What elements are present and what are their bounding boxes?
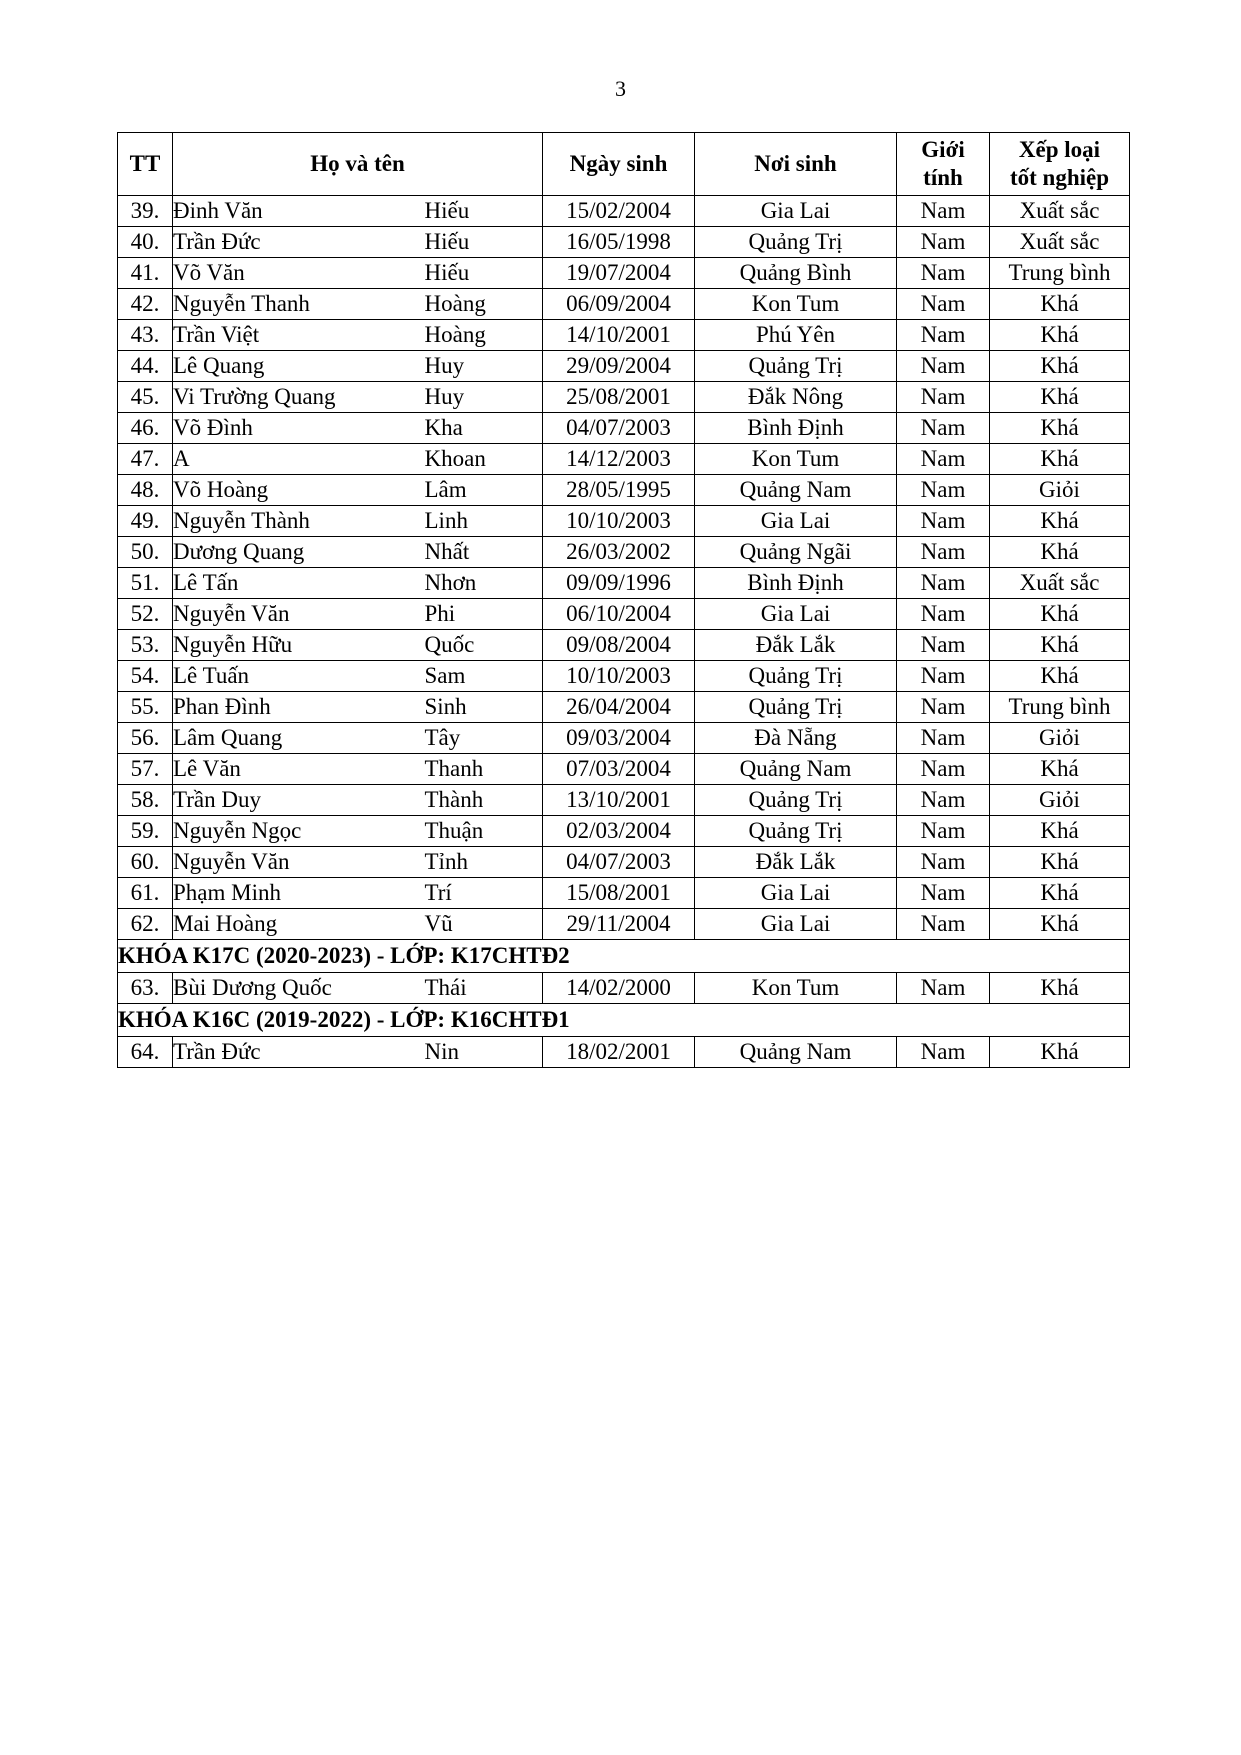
cell-grade: Khá [990, 351, 1130, 382]
cell-gender: Nam [897, 630, 990, 661]
cell-family-name: Dương Quang [173, 537, 425, 568]
table-row [118, 847, 1130, 878]
cell-birthplace: Quảng Nam [695, 754, 897, 785]
cell-dob: 09/08/2004 [543, 630, 695, 661]
cell-family-name: Phạm Minh [173, 878, 425, 909]
cell-grade: Giỏi [990, 785, 1130, 816]
cell-family-name: Nguyễn Ngọc [173, 816, 425, 847]
section-label: KHÓA K16C (2019-2022) - LỚP: K16CHTĐ1 [118, 1004, 1130, 1037]
cell-grade: Trung bình [990, 258, 1130, 289]
cell-gender: Nam [897, 1037, 990, 1068]
cell-birthplace: Kon Tum [695, 444, 897, 475]
table-row [118, 599, 1130, 630]
cell-dob: 26/04/2004 [543, 692, 695, 723]
cell-dob: 18/02/2001 [543, 1037, 695, 1068]
cell-tt: 60. [118, 847, 173, 878]
cell-given-name: Nin [425, 1037, 543, 1068]
cell-dob: 15/02/2004 [543, 196, 695, 227]
cell-grade: Giỏi [990, 723, 1130, 754]
cell-grade: Khá [990, 537, 1130, 568]
cell-dob: 16/05/1998 [543, 227, 695, 258]
cell-given-name: Vũ [425, 909, 543, 940]
cell-given-name: Thái [425, 973, 543, 1004]
table-row [118, 196, 1130, 227]
cell-birthplace: Quảng Trị [695, 692, 897, 723]
cell-tt: 64. [118, 1037, 173, 1068]
cell-birthplace: Kon Tum [695, 289, 897, 320]
cell-gender: Nam [897, 909, 990, 940]
cell-given-name: Hoàng [425, 289, 543, 320]
cell-gender: Nam [897, 382, 990, 413]
cell-dob: 14/12/2003 [543, 444, 695, 475]
cell-dob: 15/08/2001 [543, 878, 695, 909]
cell-grade: Khá [990, 661, 1130, 692]
cell-gender: Nam [897, 723, 990, 754]
cell-grade: Trung bình [990, 692, 1130, 723]
cell-grade: Khá [990, 878, 1130, 909]
cell-dob: 07/03/2004 [543, 754, 695, 785]
table-row [118, 444, 1130, 475]
table-row [118, 351, 1130, 382]
cell-grade: Khá [990, 630, 1130, 661]
cell-tt: 49. [118, 506, 173, 537]
cell-given-name: Thành [425, 785, 543, 816]
cell-birthplace: Gia Lai [695, 878, 897, 909]
cell-given-name: Trí [425, 878, 543, 909]
cell-birthplace: Quảng Trị [695, 661, 897, 692]
cell-gender: Nam [897, 661, 990, 692]
graduates-table [117, 132, 1130, 1068]
cell-given-name: Sinh [425, 692, 543, 723]
cell-tt: 40. [118, 227, 173, 258]
cell-tt: 43. [118, 320, 173, 351]
table-row [118, 382, 1130, 413]
cell-birthplace: Quảng Nam [695, 1037, 897, 1068]
cell-dob: 13/10/2001 [543, 785, 695, 816]
cell-given-name: Quốc [425, 630, 543, 661]
cell-birthplace: Đắk Lắk [695, 630, 897, 661]
table-row [118, 816, 1130, 847]
table-row [118, 320, 1130, 351]
table-row [118, 909, 1130, 940]
cell-tt: 55. [118, 692, 173, 723]
cell-gender: Nam [897, 973, 990, 1004]
cell-family-name: Đinh Văn [173, 196, 425, 227]
cell-family-name: Vi Trường Quang [173, 382, 425, 413]
cell-family-name: Nguyễn Thành [173, 506, 425, 537]
table-row [118, 754, 1130, 785]
cell-given-name: Tỉnh [425, 847, 543, 878]
header-gender-line1: Giới [921, 137, 965, 162]
cell-gender: Nam [897, 568, 990, 599]
cell-birthplace: Gia Lai [695, 506, 897, 537]
cell-dob: 10/10/2003 [543, 506, 695, 537]
cell-family-name: Trần Đức [173, 1037, 425, 1068]
header-gender-line2: tính [923, 165, 963, 190]
header-gender [897, 133, 990, 196]
cell-family-name: Lê Tuấn [173, 661, 425, 692]
cell-tt: 52. [118, 599, 173, 630]
cell-family-name: Phan Đình [173, 692, 425, 723]
section-label: KHÓA K17C (2020-2023) - LỚP: K17CHTĐ2 [118, 940, 1130, 973]
cell-family-name: A [173, 444, 425, 475]
table-row [118, 413, 1130, 444]
cell-given-name: Sam [425, 661, 543, 692]
section-row [118, 940, 1130, 973]
cell-birthplace: Quảng Trị [695, 351, 897, 382]
cell-family-name: Lê Quang [173, 351, 425, 382]
table-row [118, 289, 1130, 320]
cell-birthplace: Bình Định [695, 413, 897, 444]
header-grade-line2: tốt nghiệp [1009, 165, 1110, 190]
header-name: Họ và tên [173, 133, 543, 196]
cell-birthplace: Quảng Trị [695, 227, 897, 258]
table-row [118, 785, 1130, 816]
cell-grade: Khá [990, 847, 1130, 878]
header-grade-line1: Xếp loại [1018, 137, 1101, 162]
cell-birthplace: Phú Yên [695, 320, 897, 351]
cell-dob: 06/09/2004 [543, 289, 695, 320]
cell-tt: 46. [118, 413, 173, 444]
cell-family-name: Bùi Dương Quốc [173, 973, 425, 1004]
cell-birthplace: Kon Tum [695, 973, 897, 1004]
table-header-row [118, 133, 1130, 196]
cell-dob: 19/07/2004 [543, 258, 695, 289]
cell-grade: Khá [990, 320, 1130, 351]
cell-family-name: Lê Văn [173, 754, 425, 785]
cell-gender: Nam [897, 754, 990, 785]
header-tt: TT [118, 133, 173, 196]
cell-birthplace: Quảng Trị [695, 785, 897, 816]
header-dob: Ngày sinh [543, 133, 695, 196]
table-row [118, 630, 1130, 661]
cell-grade: Khá [990, 973, 1130, 1004]
cell-family-name: Nguyễn Văn [173, 599, 425, 630]
cell-family-name: Nguyễn Hữu [173, 630, 425, 661]
table-row [118, 661, 1130, 692]
cell-dob: 04/07/2003 [543, 413, 695, 444]
cell-tt: 45. [118, 382, 173, 413]
header-grade [990, 133, 1130, 196]
cell-given-name: Huy [425, 351, 543, 382]
cell-dob: 02/03/2004 [543, 816, 695, 847]
cell-tt: 50. [118, 537, 173, 568]
table-row [118, 537, 1130, 568]
cell-tt: 39. [118, 196, 173, 227]
cell-grade: Khá [990, 382, 1130, 413]
cell-grade: Khá [990, 413, 1130, 444]
cell-tt: 54. [118, 661, 173, 692]
table-row [118, 1037, 1130, 1068]
cell-gender: Nam [897, 196, 990, 227]
cell-birthplace: Gia Lai [695, 909, 897, 940]
cell-gender: Nam [897, 785, 990, 816]
cell-grade: Xuất sắc [990, 196, 1130, 227]
cell-given-name: Lâm [425, 475, 543, 506]
section-row [118, 1004, 1130, 1037]
table-row [118, 506, 1130, 537]
cell-tt: 57. [118, 754, 173, 785]
cell-birthplace: Gia Lai [695, 599, 897, 630]
cell-tt: 48. [118, 475, 173, 506]
cell-grade: Xuất sắc [990, 227, 1130, 258]
table-row [118, 723, 1130, 754]
cell-tt: 63. [118, 973, 173, 1004]
cell-given-name: Nhơn [425, 568, 543, 599]
cell-family-name: Võ Đình [173, 413, 425, 444]
cell-family-name: Trần Việt [173, 320, 425, 351]
cell-grade: Khá [990, 1037, 1130, 1068]
cell-tt: 56. [118, 723, 173, 754]
cell-birthplace: Gia Lai [695, 196, 897, 227]
cell-dob: 29/11/2004 [543, 909, 695, 940]
cell-given-name: Hiếu [425, 227, 543, 258]
cell-grade: Giỏi [990, 475, 1130, 506]
cell-birthplace: Bình Định [695, 568, 897, 599]
cell-family-name: Nguyễn Thanh [173, 289, 425, 320]
table-body [118, 196, 1130, 1068]
cell-dob: 29/09/2004 [543, 351, 695, 382]
cell-gender: Nam [897, 227, 990, 258]
cell-birthplace: Quảng Bình [695, 258, 897, 289]
cell-grade: Khá [990, 816, 1130, 847]
table-row [118, 258, 1130, 289]
cell-gender: Nam [897, 537, 990, 568]
cell-family-name: Trần Duy [173, 785, 425, 816]
cell-gender: Nam [897, 692, 990, 723]
cell-dob: 25/08/2001 [543, 382, 695, 413]
cell-family-name: Mai Hoàng [173, 909, 425, 940]
cell-gender: Nam [897, 351, 990, 382]
cell-gender: Nam [897, 475, 990, 506]
cell-family-name: Võ Hoàng [173, 475, 425, 506]
cell-gender: Nam [897, 506, 990, 537]
cell-grade: Khá [990, 444, 1130, 475]
cell-gender: Nam [897, 847, 990, 878]
cell-birthplace: Quảng Ngãi [695, 537, 897, 568]
cell-birthplace: Đắk Nông [695, 382, 897, 413]
cell-gender: Nam [897, 289, 990, 320]
cell-gender: Nam [897, 816, 990, 847]
cell-family-name: Trần Đức [173, 227, 425, 258]
cell-given-name: Huy [425, 382, 543, 413]
cell-gender: Nam [897, 444, 990, 475]
cell-gender: Nam [897, 413, 990, 444]
cell-family-name: Nguyễn Văn [173, 847, 425, 878]
cell-gender: Nam [897, 258, 990, 289]
cell-grade: Khá [990, 289, 1130, 320]
cell-tt: 47. [118, 444, 173, 475]
cell-tt: 41. [118, 258, 173, 289]
cell-given-name: Hoàng [425, 320, 543, 351]
cell-gender: Nam [897, 599, 990, 630]
cell-grade: Khá [990, 506, 1130, 537]
cell-tt: 53. [118, 630, 173, 661]
cell-given-name: Nhất [425, 537, 543, 568]
table-row [118, 475, 1130, 506]
table-row [118, 692, 1130, 723]
cell-given-name: Kha [425, 413, 543, 444]
cell-family-name: Lê Tấn [173, 568, 425, 599]
cell-family-name: Võ Văn [173, 258, 425, 289]
cell-dob: 26/03/2002 [543, 537, 695, 568]
cell-given-name: Tây [425, 723, 543, 754]
cell-given-name: Khoan [425, 444, 543, 475]
cell-dob: 14/10/2001 [543, 320, 695, 351]
cell-dob: 06/10/2004 [543, 599, 695, 630]
cell-tt: 58. [118, 785, 173, 816]
cell-birthplace: Quảng Trị [695, 816, 897, 847]
cell-given-name: Phi [425, 599, 543, 630]
cell-tt: 62. [118, 909, 173, 940]
cell-given-name: Hiếu [425, 196, 543, 227]
cell-given-name: Thanh [425, 754, 543, 785]
cell-dob: 09/09/1996 [543, 568, 695, 599]
cell-dob: 09/03/2004 [543, 723, 695, 754]
cell-dob: 04/07/2003 [543, 847, 695, 878]
cell-birthplace: Đà Nẵng [695, 723, 897, 754]
cell-tt: 59. [118, 816, 173, 847]
cell-tt: 51. [118, 568, 173, 599]
page-number: 3 [615, 76, 626, 101]
cell-tt: 42. [118, 289, 173, 320]
cell-birthplace: Đắk Lắk [695, 847, 897, 878]
cell-tt: 44. [118, 351, 173, 382]
cell-dob: 14/02/2000 [543, 973, 695, 1004]
cell-gender: Nam [897, 320, 990, 351]
table-row [118, 973, 1130, 1004]
table-row [118, 227, 1130, 258]
cell-grade: Xuất sắc [990, 568, 1130, 599]
cell-tt: 61. [118, 878, 173, 909]
table-row [118, 568, 1130, 599]
cell-grade: Khá [990, 754, 1130, 785]
cell-dob: 10/10/2003 [543, 661, 695, 692]
cell-birthplace: Quảng Nam [695, 475, 897, 506]
cell-given-name: Hiếu [425, 258, 543, 289]
cell-dob: 28/05/1995 [543, 475, 695, 506]
cell-grade: Khá [990, 909, 1130, 940]
table-row [118, 878, 1130, 909]
cell-grade: Khá [990, 599, 1130, 630]
cell-gender: Nam [897, 878, 990, 909]
header-birthplace: Nơi sinh [695, 133, 897, 196]
cell-given-name: Thuận [425, 816, 543, 847]
cell-given-name: Linh [425, 506, 543, 537]
cell-family-name: Lâm Quang [173, 723, 425, 754]
